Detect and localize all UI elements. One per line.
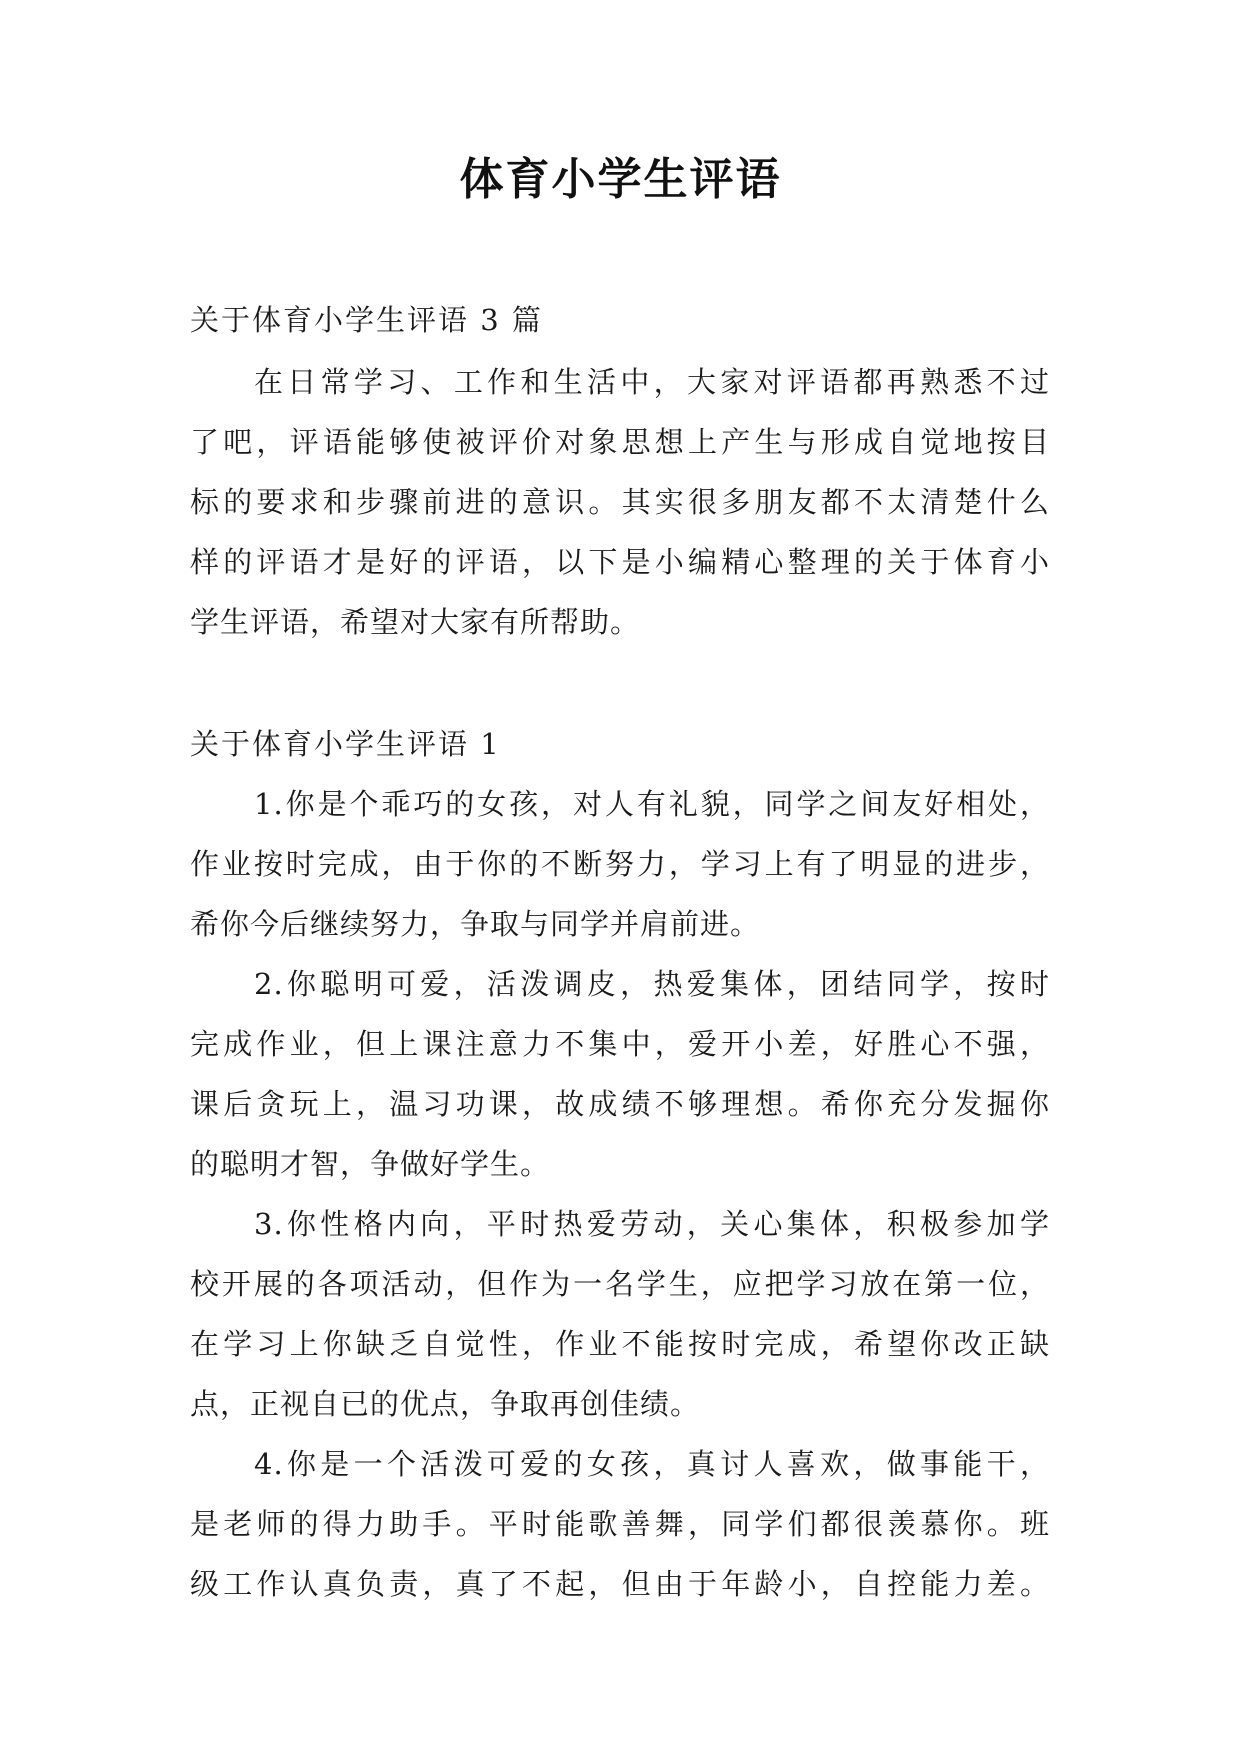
- comment-line: 希你今后继续努力，争取与同学并肩前进。: [190, 907, 761, 941]
- intro-line: 学生评语，希望对大家有所帮助。: [190, 605, 641, 639]
- comment-line: 完成作业，但上课注意力不集中，爱开小差，好胜心不强，: [190, 1027, 1050, 1061]
- comment-line: 2.你聪明可爱，活泼调皮，热爱集体，团结同学，按时: [254, 967, 1050, 1001]
- intro-line: 标的要求和步骤前进的意识。其实很多朋友都不太清楚什么: [190, 485, 1050, 519]
- comment-item-2: [190, 954, 1050, 1194]
- comment-line: 点，正视自已的优点，争取再创佳绩。: [190, 1387, 701, 1421]
- section-spacer: [190, 652, 1050, 714]
- intro-line: 在日常学习、工作和生活中，大家对评语都再熟悉不过: [254, 365, 1050, 399]
- intro-line: 样的评语才是好的评语，以下是小编精心整理的关于体育小: [190, 545, 1050, 579]
- intro-line: 了吧，评语能够使被评价对象思想上产生与形成自觉地按目: [190, 425, 1050, 459]
- document-body: [190, 290, 1050, 1614]
- section-heading: 关于体育小学生评语 1: [190, 727, 501, 761]
- comment-line: 级工作认真负责，真了不起，但由于年龄小，自控能力差。: [190, 1567, 1050, 1601]
- comment-line: 校开展的各项活动，但作为一名学生，应把学习放在第一位，: [190, 1267, 1050, 1301]
- document-subtitle: 关于体育小学生评语 3 篇: [190, 303, 543, 337]
- intro-paragraph: [190, 352, 1050, 652]
- comment-line: 1.你是个乖巧的女孩，对人有礼貌，同学之间友好相处，: [254, 787, 1050, 821]
- comment-line: 课后贪玩上，温习功课，故成绩不够理想。希你充分发掘你: [190, 1087, 1050, 1121]
- comment-line: 作业按时完成，由于你的不断努力，学习上有了明显的进步，: [190, 847, 1050, 881]
- comment-item-1: [190, 774, 1050, 954]
- comment-item-4: [190, 1434, 1050, 1614]
- comment-line: 在学习上你缺乏自觉性，作业不能按时完成，希望你改正缺: [190, 1327, 1050, 1361]
- comment-line: 是老师的得力助手。平时能歌善舞，同学们都很羡慕你。班: [190, 1507, 1050, 1541]
- comment-line: 的聪明才智，争做好学生。: [190, 1147, 551, 1181]
- document-title: 体育小学生评语: [459, 154, 782, 205]
- comment-line: 3.你性格内向，平时热爱劳动，关心集体，积极参加学: [254, 1207, 1050, 1241]
- comment-item-3: [190, 1194, 1050, 1434]
- comment-line: 4.你是一个活泼可爱的女孩，真讨人喜欢，做事能干，: [254, 1447, 1050, 1481]
